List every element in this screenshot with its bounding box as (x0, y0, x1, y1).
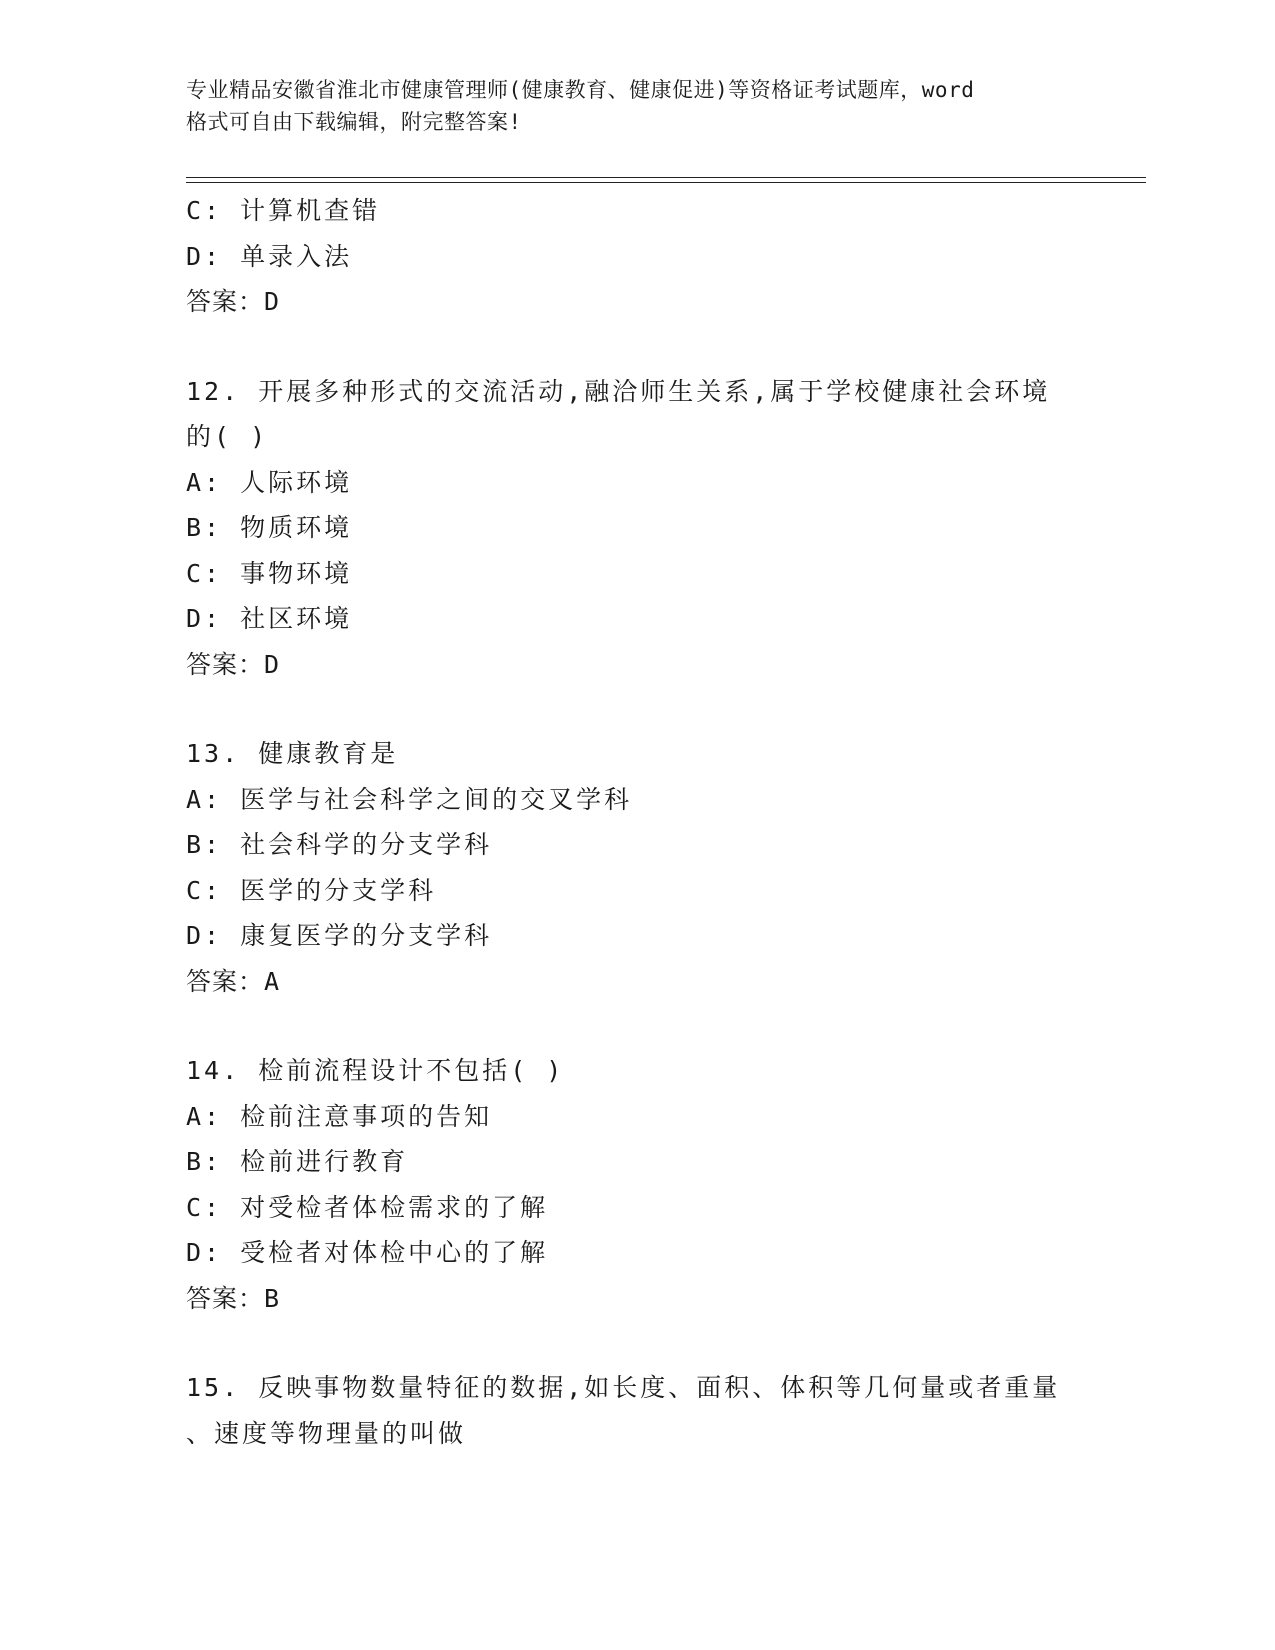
question-stem-continued: 、速度等物理量的叫做 (186, 1418, 467, 1448)
option-a: A: 人际环境 (186, 467, 353, 497)
option-c: C: 医学的分支学科 (186, 875, 437, 905)
option-c: C: 对受检者体检需求的了解 (186, 1192, 549, 1222)
question-14 (186, 1048, 1086, 1321)
option-d: D: 康复医学的分支学科 (186, 921, 493, 950)
option-a: A: 医学与社会科学之间的交叉学科 (186, 784, 633, 814)
question-stem: 12. 开展多种形式的交流活动,融洽师生关系,属于学校健康社会环境 (186, 376, 1051, 406)
question-stem: 15. 反映事物数量特征的数据,如长度、面积、体积等几何量或者重量 (186, 1373, 1061, 1402)
option-d: D: 社区环境 (186, 604, 353, 633)
question-stem-continued: 的( ) (186, 422, 269, 451)
answer: 答案：B (186, 1283, 281, 1313)
question-stem: 14. 检前流程设计不包括( ) (186, 1056, 565, 1085)
option-b: B: 物质环境 (186, 513, 353, 542)
option-d: D: 单录入法 (186, 241, 353, 271)
option-a: A: 检前注意事项的告知 (186, 1101, 493, 1131)
header-line-2: 格式可自由下载编辑，附完整答案! (186, 110, 522, 134)
option-b: B: 社会科学的分支学科 (186, 830, 493, 859)
option-d: D: 受检者对体检中心的了解 (186, 1238, 549, 1267)
header-divider-bottom (186, 182, 1146, 183)
answer: 答案：A (186, 966, 281, 996)
header-divider-top (186, 177, 1146, 178)
question-15 (186, 1365, 1086, 1456)
answer: 答案：D (186, 287, 281, 316)
question-11 (186, 188, 1086, 325)
question-13 (186, 731, 1086, 1004)
question-list (186, 188, 1086, 1456)
question-12 (186, 369, 1086, 688)
option-b: B: 检前进行教育 (186, 1147, 409, 1176)
question-stem: 13. 健康教育是 (186, 739, 399, 768)
answer: 答案：D (186, 649, 281, 679)
document-header (186, 74, 1086, 138)
option-c: C: 计算机查错 (186, 196, 381, 225)
header-line-1: 专业精品安徽省淮北市健康管理师(健康教育、健康促进)等资格证考试题库，word (186, 78, 975, 102)
option-c: C: 事物环境 (186, 558, 353, 588)
